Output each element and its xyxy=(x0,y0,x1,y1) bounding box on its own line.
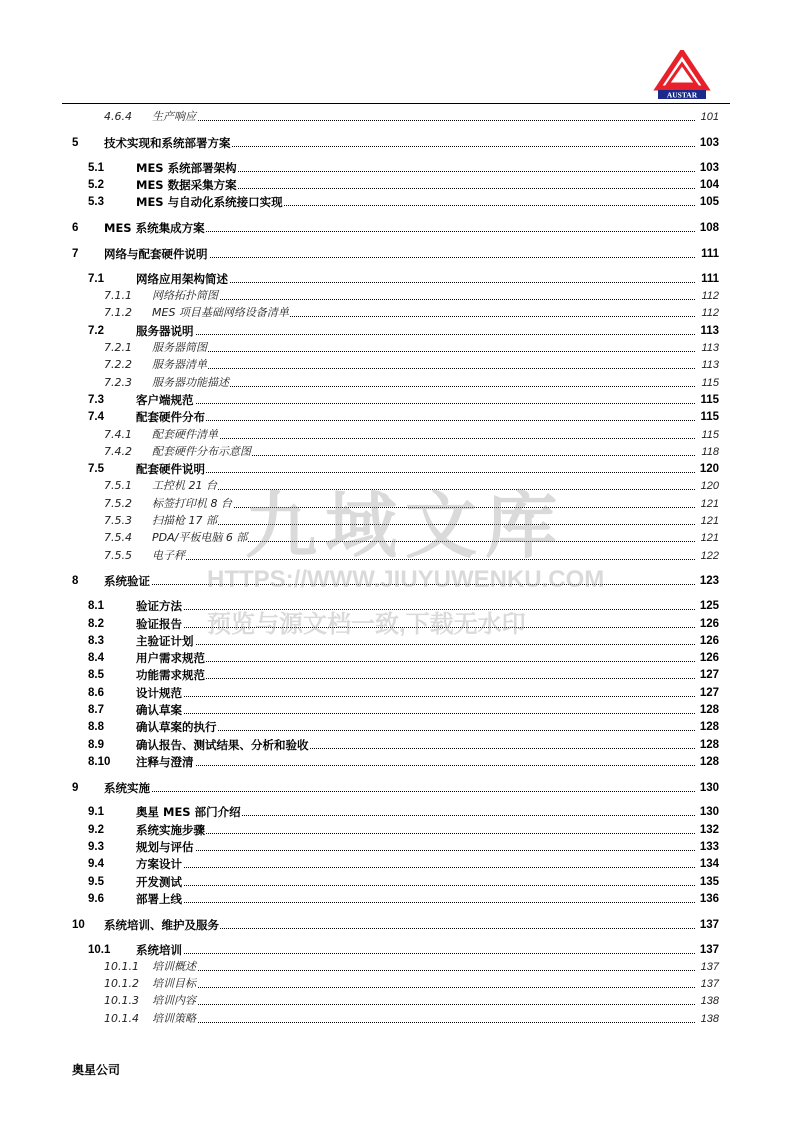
dot-leader xyxy=(136,420,695,421)
toc-entry[interactable] xyxy=(0,837,793,854)
toc-entry-title: 配套硬件清单 xyxy=(152,427,218,441)
toc-entry-title: 用户需求规范 xyxy=(136,651,205,666)
toc-entry-number: 7.4.1 xyxy=(104,427,132,441)
toc-entry-number: 7.5.2 xyxy=(104,496,132,510)
toc-entry-number: 5.2 xyxy=(88,179,104,192)
toc-entry-number: 7.2.3 xyxy=(104,375,132,389)
toc-entry-number: 8.4 xyxy=(88,652,104,665)
toc-entry[interactable] xyxy=(0,889,793,906)
dot-leader xyxy=(136,730,695,731)
toc-entry[interactable] xyxy=(0,338,793,355)
dot-leader xyxy=(152,299,695,300)
toc-entry[interactable] xyxy=(0,320,793,337)
toc-entry[interactable] xyxy=(0,734,793,751)
toc-entry-page: 118 xyxy=(701,445,719,458)
toc-entry-title: 方案设计 xyxy=(136,857,182,872)
toc-entry-title: 开发测试 xyxy=(136,874,182,889)
toc-entry-number: 7.5.5 xyxy=(104,548,132,562)
toc-entry-title: 客户端规范 xyxy=(136,392,194,407)
toc-entry-title: 主验证计划 xyxy=(136,633,194,648)
toc-entry-number: 9.6 xyxy=(88,892,104,905)
toc-entry-page: 138 xyxy=(700,1012,719,1025)
toc-entry-page: 137 xyxy=(700,978,719,991)
toc-entry[interactable] xyxy=(0,819,793,836)
toc-entry-number: 5.1 xyxy=(88,161,104,174)
toc-entry-title: 培训概述 xyxy=(152,959,196,973)
dot-leader xyxy=(152,438,695,439)
dot-leader xyxy=(152,386,695,387)
toc-entry-title: 设计规范 xyxy=(136,685,182,700)
toc-entry-page: 111 xyxy=(701,272,719,285)
dot-leader xyxy=(136,953,695,954)
toc-entry-page: 128 xyxy=(699,721,719,734)
toc-entry[interactable] xyxy=(0,244,793,261)
dot-leader xyxy=(152,970,695,971)
dot-leader xyxy=(136,678,695,679)
toc-entry-title: 奥星 MES 部门介绍 xyxy=(136,805,241,820)
toc-entry-number: 8.5 xyxy=(88,669,104,682)
toc-entry-page: 132 xyxy=(699,823,719,836)
dot-leader xyxy=(136,696,695,697)
toc-entry[interactable] xyxy=(0,1008,793,1025)
toc-entry-number: 7.1.1 xyxy=(104,289,132,303)
toc-entry-page: 115 xyxy=(700,393,719,406)
toc-entry-title: 生产响应 xyxy=(152,110,196,124)
toc-entry-number: 9.3 xyxy=(88,841,104,854)
toc-entry-number: 7.4 xyxy=(88,411,104,424)
toc-entry[interactable] xyxy=(0,957,793,974)
toc-entry[interactable] xyxy=(0,648,793,665)
toc-entry-number: 8.1 xyxy=(88,600,104,613)
toc-entry[interactable] xyxy=(0,175,793,192)
toc-entry-page: 105 xyxy=(699,196,719,209)
toc-entry-number: 6 xyxy=(72,222,79,235)
toc-entry[interactable] xyxy=(0,777,793,794)
toc-entry-page: 128 xyxy=(699,738,719,751)
header-rule xyxy=(62,103,730,104)
toc-entry-page: 104 xyxy=(699,179,719,192)
toc-entry[interactable] xyxy=(0,218,793,235)
toc-entry[interactable] xyxy=(0,854,793,871)
toc-entry-title: MES 数据采集方案 xyxy=(136,178,237,193)
toc-entry-number: 7.2.1 xyxy=(104,341,132,355)
toc-entry-number: 8.10 xyxy=(88,755,111,768)
toc-entry-page: 138 xyxy=(700,995,719,1008)
toc-entry[interactable] xyxy=(0,871,793,888)
toc-entry[interactable] xyxy=(0,390,793,407)
toc-entry-number: 8.2 xyxy=(88,617,104,630)
toc-entry-page: 103 xyxy=(699,161,719,174)
toc-entry[interactable] xyxy=(0,269,793,286)
toc-entry-title: MES 系统集成方案 xyxy=(104,221,205,236)
toc-entry[interactable] xyxy=(0,286,793,303)
watermark-title: 九域文库 xyxy=(245,487,566,567)
dot-leader xyxy=(136,867,695,868)
toc-entry-number: 8.6 xyxy=(88,686,104,699)
toc-entry-number: 7.5 xyxy=(88,463,104,476)
toc-entry-page: 126 xyxy=(699,652,719,665)
toc-entry-number: 8.3 xyxy=(88,634,104,647)
toc-entry-number: 10.1 xyxy=(88,943,111,956)
toc-entry[interactable] xyxy=(0,303,793,320)
toc-entry-page: 113 xyxy=(700,324,719,337)
toc-entry[interactable] xyxy=(0,442,793,459)
toc-entry-title: 服务器功能描述 xyxy=(152,375,229,389)
toc-entry-title: 确认草案 xyxy=(136,703,182,717)
toc-entry[interactable] xyxy=(0,372,793,389)
toc-entry-number: 5 xyxy=(72,137,79,150)
dot-leader xyxy=(152,120,695,121)
toc-entry[interactable] xyxy=(0,158,793,175)
toc-entry-title: 网络拓扑简图 xyxy=(152,289,218,303)
toc-entry-number: 7.2.2 xyxy=(104,358,132,372)
toc-entry-title: 标签打印机 8 台 xyxy=(152,496,232,510)
toc-entry-title: 规划与评估 xyxy=(136,840,194,855)
toc-entry-number: 9.5 xyxy=(88,875,104,888)
dot-leader xyxy=(136,334,695,335)
dot-leader xyxy=(104,791,695,792)
toc-entry-number: 10.1.1 xyxy=(104,959,139,973)
dot-leader xyxy=(136,833,695,834)
watermark-note: 预览与源文档一致,下载无水印 xyxy=(207,611,526,638)
toc-entry-number: 7.1 xyxy=(88,272,104,285)
toc-entry-page: 108 xyxy=(699,222,719,235)
toc-entry-page: 120 xyxy=(700,480,719,493)
toc-entry-number: 7 xyxy=(72,248,79,261)
toc-entry-title: 验证报告 xyxy=(136,616,182,631)
toc-entry-title: 系统培训 xyxy=(136,942,182,957)
toc-entry-page: 127 xyxy=(699,669,719,682)
dot-leader xyxy=(152,1022,695,1023)
toc-entry-number: 8.8 xyxy=(88,721,104,734)
toc-entry[interactable] xyxy=(0,424,793,441)
toc-entry-number: 9 xyxy=(72,781,79,794)
toc-entry-number: 7.5.3 xyxy=(104,514,132,528)
dot-leader xyxy=(152,368,695,369)
toc-entry-title: 服务器简图 xyxy=(152,341,207,355)
toc-entry[interactable] xyxy=(0,717,793,734)
toc-entry-title: 确认草案的执行 xyxy=(136,720,217,735)
toc-entry[interactable] xyxy=(0,107,793,124)
toc-entry-title: 配套硬件分布 xyxy=(136,410,205,425)
dot-leader xyxy=(136,850,695,851)
dot-leader xyxy=(136,885,695,886)
toc-entry-number: 5.3 xyxy=(88,196,104,209)
toc-entry-title: 确认报告、测试结果、分析和验收 xyxy=(136,737,309,752)
dot-leader xyxy=(152,987,695,988)
toc-entry[interactable] xyxy=(0,665,793,682)
toc-entry-page: 112 xyxy=(701,290,719,303)
toc-entry-page: 120 xyxy=(699,463,719,476)
toc-entry-page: 126 xyxy=(699,634,719,647)
toc-entry[interactable] xyxy=(0,914,793,931)
toc-entry-title: 注释与澄清 xyxy=(136,754,194,769)
toc-entry-page: 128 xyxy=(699,755,719,768)
toc-entry-title: 配套硬件说明 xyxy=(136,462,205,477)
toc-entry-page: 130 xyxy=(699,781,719,794)
toc-entry-number: 9.2 xyxy=(88,823,104,836)
toc-entry-number: 7.5.1 xyxy=(104,479,132,493)
toc-entry-page: 137 xyxy=(700,960,719,973)
toc-entry-number: 7.1.2 xyxy=(104,306,132,320)
toc-entry-number: 10.1.2 xyxy=(104,977,139,991)
toc-entry-page: 115 xyxy=(701,428,719,441)
toc-entry[interactable] xyxy=(0,974,793,991)
toc-entry-page: 113 xyxy=(701,342,719,355)
toc-entry-number: 7.2 xyxy=(88,324,104,337)
toc-entry-title: 培训策略 xyxy=(152,1011,196,1025)
toc-entry-page: 113 xyxy=(701,359,719,372)
toc-entry-page: 130 xyxy=(699,806,719,819)
toc-entry-number: 8.9 xyxy=(88,738,104,751)
toc-entry-page: 135 xyxy=(699,875,719,888)
footer-company: 奥星公司 xyxy=(72,1063,121,1077)
dot-leader xyxy=(136,661,695,662)
toc-entry-number: 10.1.4 xyxy=(104,1011,139,1025)
toc-entry-title: 网络应用架构简述 xyxy=(136,271,228,286)
toc-entry-page: 111 xyxy=(701,248,719,261)
toc-entry-title: 扫描枪 17 部 xyxy=(152,514,217,528)
dot-leader xyxy=(136,713,695,714)
toc-entry-title: 电子秤 xyxy=(152,548,185,562)
toc-entry-page: 121 xyxy=(700,515,719,528)
toc-entry[interactable] xyxy=(0,700,793,717)
toc-entry[interactable] xyxy=(0,991,793,1008)
toc-entry-page: 122 xyxy=(700,549,719,562)
dot-leader xyxy=(152,351,695,352)
toc-entry-title: 技术实现和系统部署方案 xyxy=(104,136,231,151)
toc-entry-title: MES 与自动化系统接口实现 xyxy=(136,195,283,210)
toc-entry[interactable] xyxy=(0,802,793,819)
toc-entry-page: 123 xyxy=(699,575,719,588)
dot-leader xyxy=(136,902,695,903)
toc-entry-page: 121 xyxy=(700,532,719,545)
toc-entry[interactable] xyxy=(0,355,793,372)
toc-entry-number: 7.3 xyxy=(88,393,104,406)
watermark-url: HTTPS://WWW.JIUYUWENKU.COM xyxy=(207,566,605,593)
toc-entry-title: 系统实施步骤 xyxy=(136,822,205,837)
dot-leader xyxy=(136,765,695,766)
toc-entry-title: 系统实施 xyxy=(104,780,150,795)
toc-entry-page: 137 xyxy=(699,943,719,956)
toc-entry[interactable] xyxy=(0,682,793,699)
toc-entry-title: 配套硬件分布示意图 xyxy=(152,444,251,458)
toc-entry-page: 128 xyxy=(699,704,719,716)
toc-entry-page: 134 xyxy=(699,858,719,871)
dot-leader xyxy=(136,644,695,645)
toc-entry[interactable] xyxy=(0,133,793,150)
toc-entry-page: 125 xyxy=(699,600,719,613)
toc-entry-title: PDA/平板电脑 6 部 xyxy=(152,531,248,545)
toc-entry-page: 126 xyxy=(699,617,719,630)
toc-entry[interactable] xyxy=(0,939,793,956)
toc-entry-page: 101 xyxy=(700,111,719,124)
toc-entry-title: 服务器清单 xyxy=(152,358,207,372)
toc-entry-title: 部署上线 xyxy=(136,891,182,906)
dot-leader xyxy=(152,1004,695,1005)
dot-leader xyxy=(136,403,695,404)
toc-entry-page: 136 xyxy=(699,892,719,905)
toc-entry-page: 112 xyxy=(701,307,719,320)
toc-entry-page: 133 xyxy=(699,841,719,854)
toc-entry[interactable] xyxy=(0,752,793,769)
toc-entry-title: 系统培训、维护及服务 xyxy=(104,917,219,932)
toc-entry-page: 115 xyxy=(701,376,719,389)
toc-entry[interactable] xyxy=(0,192,793,209)
toc-entry-number: 7.5.4 xyxy=(104,531,132,545)
austar-logo xyxy=(652,50,712,100)
svg-text:AUSTAR: AUSTAR xyxy=(666,90,698,100)
toc-entry-title: MES 系统部署架构 xyxy=(136,160,237,175)
toc-entry-number: 9.1 xyxy=(88,806,104,819)
toc-entry-number: 9.4 xyxy=(88,858,104,871)
toc-entry-title: 培训目标 xyxy=(152,977,196,991)
toc-entry[interactable] xyxy=(0,407,793,424)
toc-entry-number: 7.4.2 xyxy=(104,444,132,458)
toc-entry-number: 8 xyxy=(72,575,79,588)
toc-entry-title: 功能需求规范 xyxy=(136,668,205,683)
toc-entry-number: 4.6.4 xyxy=(104,110,132,124)
toc-entry-page: 115 xyxy=(700,411,719,424)
toc-entry-page: 137 xyxy=(699,918,719,931)
toc-entry-number: 10 xyxy=(72,918,85,931)
toc-entry-title: 验证方法 xyxy=(136,599,182,614)
toc-entry-title: 网络与配套硬件说明 xyxy=(104,247,208,262)
toc-entry-title: 工控机 21 台 xyxy=(152,479,217,493)
toc-entry-number: 10.1.3 xyxy=(104,994,139,1008)
toc-entry-page: 121 xyxy=(700,497,719,510)
toc-entry-title: 服务器说明 xyxy=(136,323,194,338)
toc-entry-title: 系统验证 xyxy=(104,574,150,589)
toc-entry-title: 培训内容 xyxy=(152,994,196,1008)
toc-entry-title: MES 项目基础网络设备清单 xyxy=(152,306,289,320)
toc-entry-number: 8.7 xyxy=(88,704,104,716)
toc-entry-page: 103 xyxy=(699,137,719,150)
toc-entry-page: 127 xyxy=(699,686,719,699)
